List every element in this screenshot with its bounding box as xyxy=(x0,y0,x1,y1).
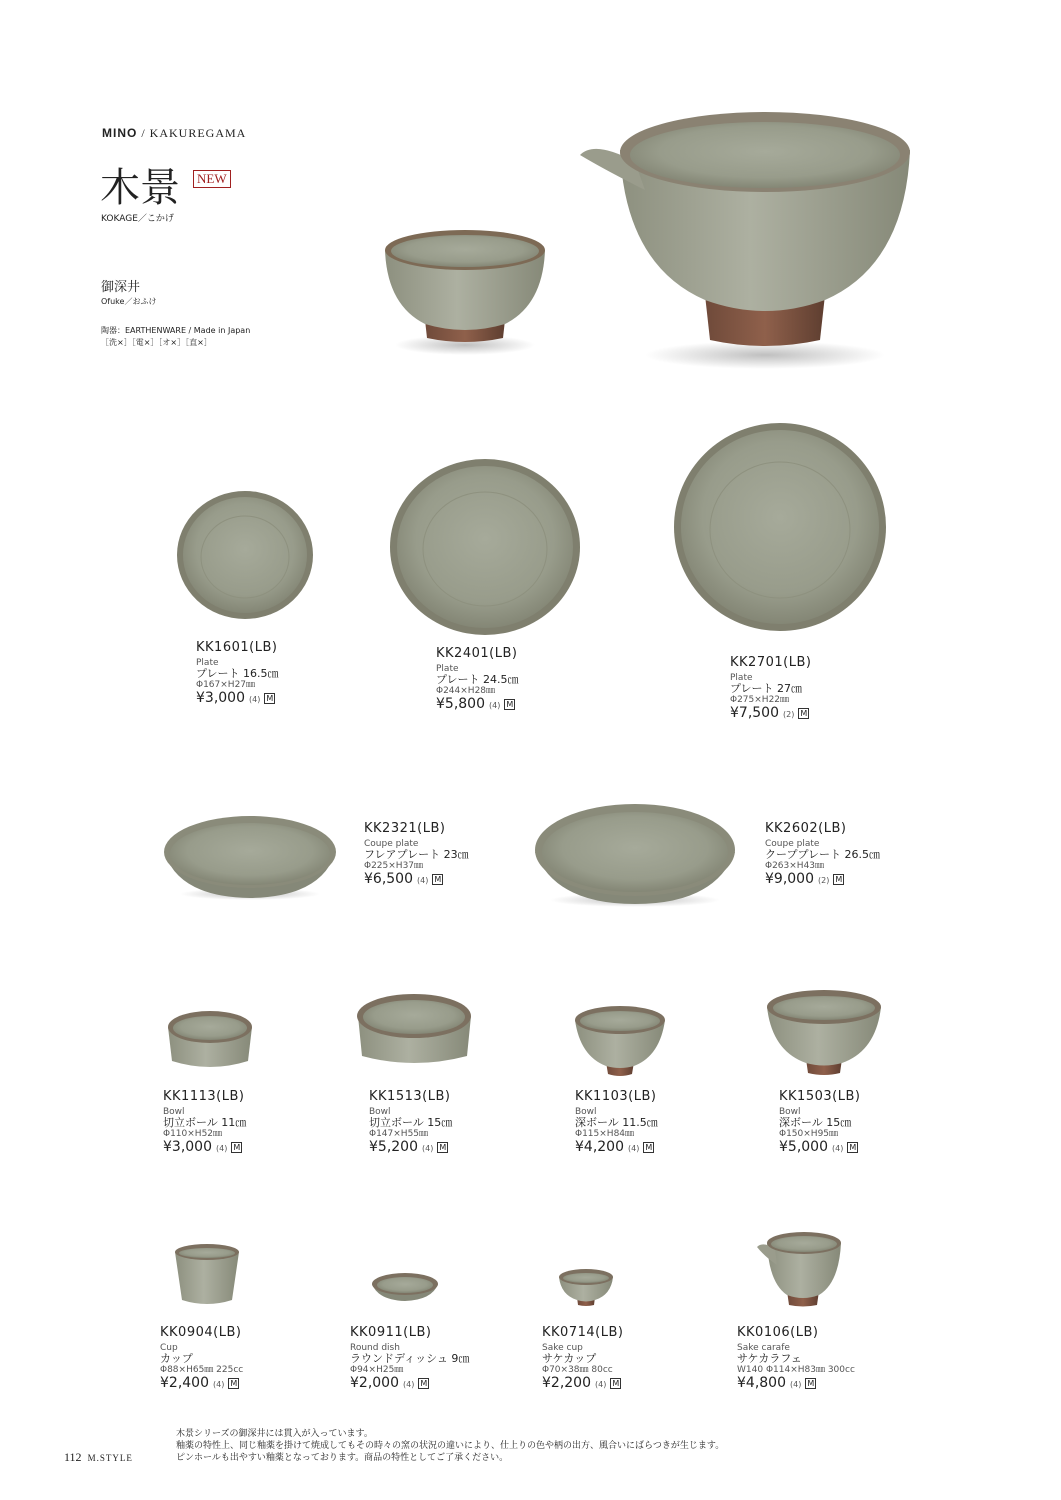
footer-notes xyxy=(176,1428,724,1464)
glaze-title: 御深井 xyxy=(101,280,141,295)
product-code: KK2602(LB) xyxy=(765,821,847,836)
product-dimensions: Φ263×H43㎜ xyxy=(765,861,825,871)
product-kk1601 xyxy=(196,640,279,708)
product-kk0106 xyxy=(737,1325,855,1393)
microwave-mark: M xyxy=(434,875,442,884)
kk1503-image xyxy=(762,985,887,1080)
product-code: KK1113(LB) xyxy=(163,1089,245,1104)
kk0106-image xyxy=(755,1225,845,1310)
microwave-mark: M xyxy=(506,700,514,709)
product-kk2602 xyxy=(765,821,880,889)
product-kk1103 xyxy=(575,1089,658,1157)
new-badge: NEW xyxy=(193,170,231,188)
series-subtitle: KOKAGE／こかげ xyxy=(101,214,174,224)
microwave-mark: M xyxy=(420,1379,428,1388)
product-code: KK0911(LB) xyxy=(350,1325,432,1340)
product-kk1113 xyxy=(163,1089,246,1157)
product-qty: (4) xyxy=(422,1144,434,1153)
hero-carafe-image xyxy=(575,100,915,380)
product-type-en: Sake cup xyxy=(542,1343,583,1353)
product-dimensions: Φ244×H28㎜ xyxy=(436,686,496,696)
product-dimensions: Φ150×H95㎜ xyxy=(779,1129,839,1139)
product-qty: (4) xyxy=(595,1380,607,1389)
product-price: ¥5,800 xyxy=(436,696,485,712)
product-dimensions: Φ167×H27㎜ xyxy=(196,680,256,690)
product-type-en: Plate xyxy=(196,658,219,668)
product-type-en: Sake carafe xyxy=(737,1343,790,1353)
microwave-mark: M xyxy=(230,1379,238,1388)
product-code: KK2321(LB) xyxy=(364,821,446,836)
product-dimensions: Φ70×38㎜ 80cc xyxy=(542,1365,613,1375)
kk1513-image xyxy=(352,988,477,1073)
product-kk1513 xyxy=(369,1089,452,1157)
care-symbols: ［洗×］［電×］［オ×］［直×］ xyxy=(101,338,212,347)
product-name-ja: フレアプレート 23㎝ xyxy=(364,848,469,861)
material-info: 陶器：EARTHENWARE / Made in Japan xyxy=(101,326,251,335)
product-kk0714 xyxy=(542,1325,623,1393)
product-code: KK0904(LB) xyxy=(160,1325,242,1340)
product-qty: (4) xyxy=(249,695,261,704)
kk1601-image xyxy=(170,485,320,625)
product-price: ¥9,000 xyxy=(765,871,814,887)
kk2602-image xyxy=(530,800,740,910)
product-kk1503 xyxy=(779,1089,860,1157)
product-code: KK2701(LB) xyxy=(730,655,812,670)
microwave-mark: M xyxy=(800,709,808,718)
product-qty: (4) xyxy=(790,1380,802,1389)
product-dimensions: Φ88×H65㎜ 225cc xyxy=(160,1365,244,1375)
product-type-en: Plate xyxy=(436,664,459,674)
product-code: KK1103(LB) xyxy=(575,1089,657,1104)
brand-rest: / KAKUREGAMA xyxy=(137,126,247,140)
product-code: KK0106(LB) xyxy=(737,1325,819,1340)
product-name-ja: プレート 24.5㎝ xyxy=(436,673,519,686)
product-price: ¥5,200 xyxy=(369,1139,418,1155)
product-dimensions: Φ115×H84㎜ xyxy=(575,1129,635,1139)
product-price: ¥4,200 xyxy=(575,1139,624,1155)
kk2701-image xyxy=(670,420,890,635)
series-title: 木景 xyxy=(100,165,180,211)
product-price: ¥3,000 xyxy=(163,1139,212,1155)
product-qty: (2) xyxy=(783,710,795,719)
product-qty: (4) xyxy=(213,1380,225,1389)
product-dimensions: Φ225×H37㎜ xyxy=(364,861,424,871)
product-kk0911 xyxy=(350,1325,469,1393)
product-name-ja: プレート 27㎝ xyxy=(730,682,803,695)
product-price: ¥2,200 xyxy=(542,1375,591,1391)
product-name-ja: カップ xyxy=(160,1352,193,1365)
product-type-en: Cup xyxy=(160,1343,178,1353)
product-name-ja: ラウンドディッシュ 9㎝ xyxy=(350,1352,470,1365)
product-dimensions: Φ147×H55㎜ xyxy=(369,1129,429,1139)
product-kk2701 xyxy=(730,655,811,723)
product-qty: (4) xyxy=(832,1144,844,1153)
product-qty: (4) xyxy=(628,1144,640,1153)
microwave-mark: M xyxy=(233,1143,241,1152)
product-code: KK0714(LB) xyxy=(542,1325,624,1340)
product-qty: (2) xyxy=(818,876,830,885)
product-name-ja: サケカラフェ xyxy=(737,1352,802,1365)
kk1103-image xyxy=(570,1000,670,1080)
product-type-en: Coupe plate xyxy=(364,839,419,849)
product-name-ja: クーププレート 26.5㎝ xyxy=(765,848,880,861)
product-code: KK1601(LB) xyxy=(196,640,278,655)
footer-note-1: 木景シリーズの御深井には貫入が入っています。 xyxy=(176,1429,373,1439)
product-type-en: Bowl xyxy=(779,1107,801,1117)
product-price: ¥2,400 xyxy=(160,1375,209,1391)
product-name-ja: プレート 16.5㎝ xyxy=(196,667,279,680)
product-kk2321 xyxy=(364,821,469,889)
microwave-mark: M xyxy=(266,694,274,703)
kk0714-image xyxy=(555,1265,617,1310)
product-price: ¥4,800 xyxy=(737,1375,786,1391)
product-qty: (4) xyxy=(489,701,501,710)
kk2401-image xyxy=(385,455,585,640)
product-dimensions: Φ275×H22㎜ xyxy=(730,695,790,705)
product-qty: (4) xyxy=(216,1144,228,1153)
product-dimensions: W140 Φ114×H83㎜ 300cc xyxy=(737,1365,855,1375)
product-type-en: Bowl xyxy=(369,1107,391,1117)
microwave-mark: M xyxy=(807,1379,815,1388)
product-price: ¥7,500 xyxy=(730,705,779,721)
microwave-mark: M xyxy=(835,875,843,884)
product-price: ¥2,000 xyxy=(350,1375,399,1391)
product-type-en: Round dish xyxy=(350,1343,400,1353)
product-kk2401 xyxy=(436,646,519,714)
footer-note-2: 釉薬の特性上、同じ釉薬を掛けて焼成してもその時々の窯の状況の違いにより、仕上りの色や柄の出方、風合いにばらつきが生じます。 xyxy=(176,1441,725,1451)
product-price: ¥3,000 xyxy=(196,690,245,706)
footer-note-3: ピンホールも出やすい釉薬となっております。商品の特性としてご了承ください。 xyxy=(176,1453,509,1463)
hero-sake-cup-image xyxy=(375,220,555,360)
product-type-en: Plate xyxy=(730,673,753,683)
product-name-ja: 深ボール 11.5㎝ xyxy=(575,1116,658,1129)
microwave-mark: M xyxy=(612,1379,620,1388)
page-footer xyxy=(64,1450,133,1465)
product-code: KK2401(LB) xyxy=(436,646,518,661)
brand-bold: MINO xyxy=(102,126,138,140)
glaze-subtitle: Ofuke／おふけ xyxy=(101,297,157,306)
product-qty: (4) xyxy=(417,876,429,885)
product-kk0904 xyxy=(160,1325,243,1393)
product-name-ja: 切立ボール 11㎝ xyxy=(163,1116,247,1129)
product-name-ja: 深ボール 15㎝ xyxy=(779,1116,852,1129)
product-qty: (4) xyxy=(403,1380,415,1389)
product-price: ¥6,500 xyxy=(364,871,413,887)
product-code: KK1503(LB) xyxy=(779,1089,861,1104)
product-dimensions: Φ94×H25㎜ xyxy=(350,1365,404,1375)
product-price: ¥5,000 xyxy=(779,1139,828,1155)
kk0904-image xyxy=(170,1240,245,1310)
microwave-mark: M xyxy=(439,1143,447,1152)
kk0911-image xyxy=(368,1268,443,1308)
product-type-en: Bowl xyxy=(575,1107,597,1117)
product-type-en: Bowl xyxy=(163,1107,185,1117)
product-code: KK1513(LB) xyxy=(369,1089,451,1104)
microwave-mark: M xyxy=(645,1143,653,1152)
product-name-ja: 切立ボール 15㎝ xyxy=(369,1116,453,1129)
page-number: 112 xyxy=(64,1450,82,1464)
kk1113-image xyxy=(162,1005,257,1075)
product-name-ja: サケカップ xyxy=(542,1352,597,1365)
product-dimensions: Φ110×H52㎜ xyxy=(163,1129,223,1139)
kk2321-image xyxy=(160,812,340,902)
product-type-en: Coupe plate xyxy=(765,839,820,849)
brand-line xyxy=(102,126,246,141)
microwave-mark: M xyxy=(849,1143,857,1152)
publication-name: M.STYLE xyxy=(87,1453,133,1463)
